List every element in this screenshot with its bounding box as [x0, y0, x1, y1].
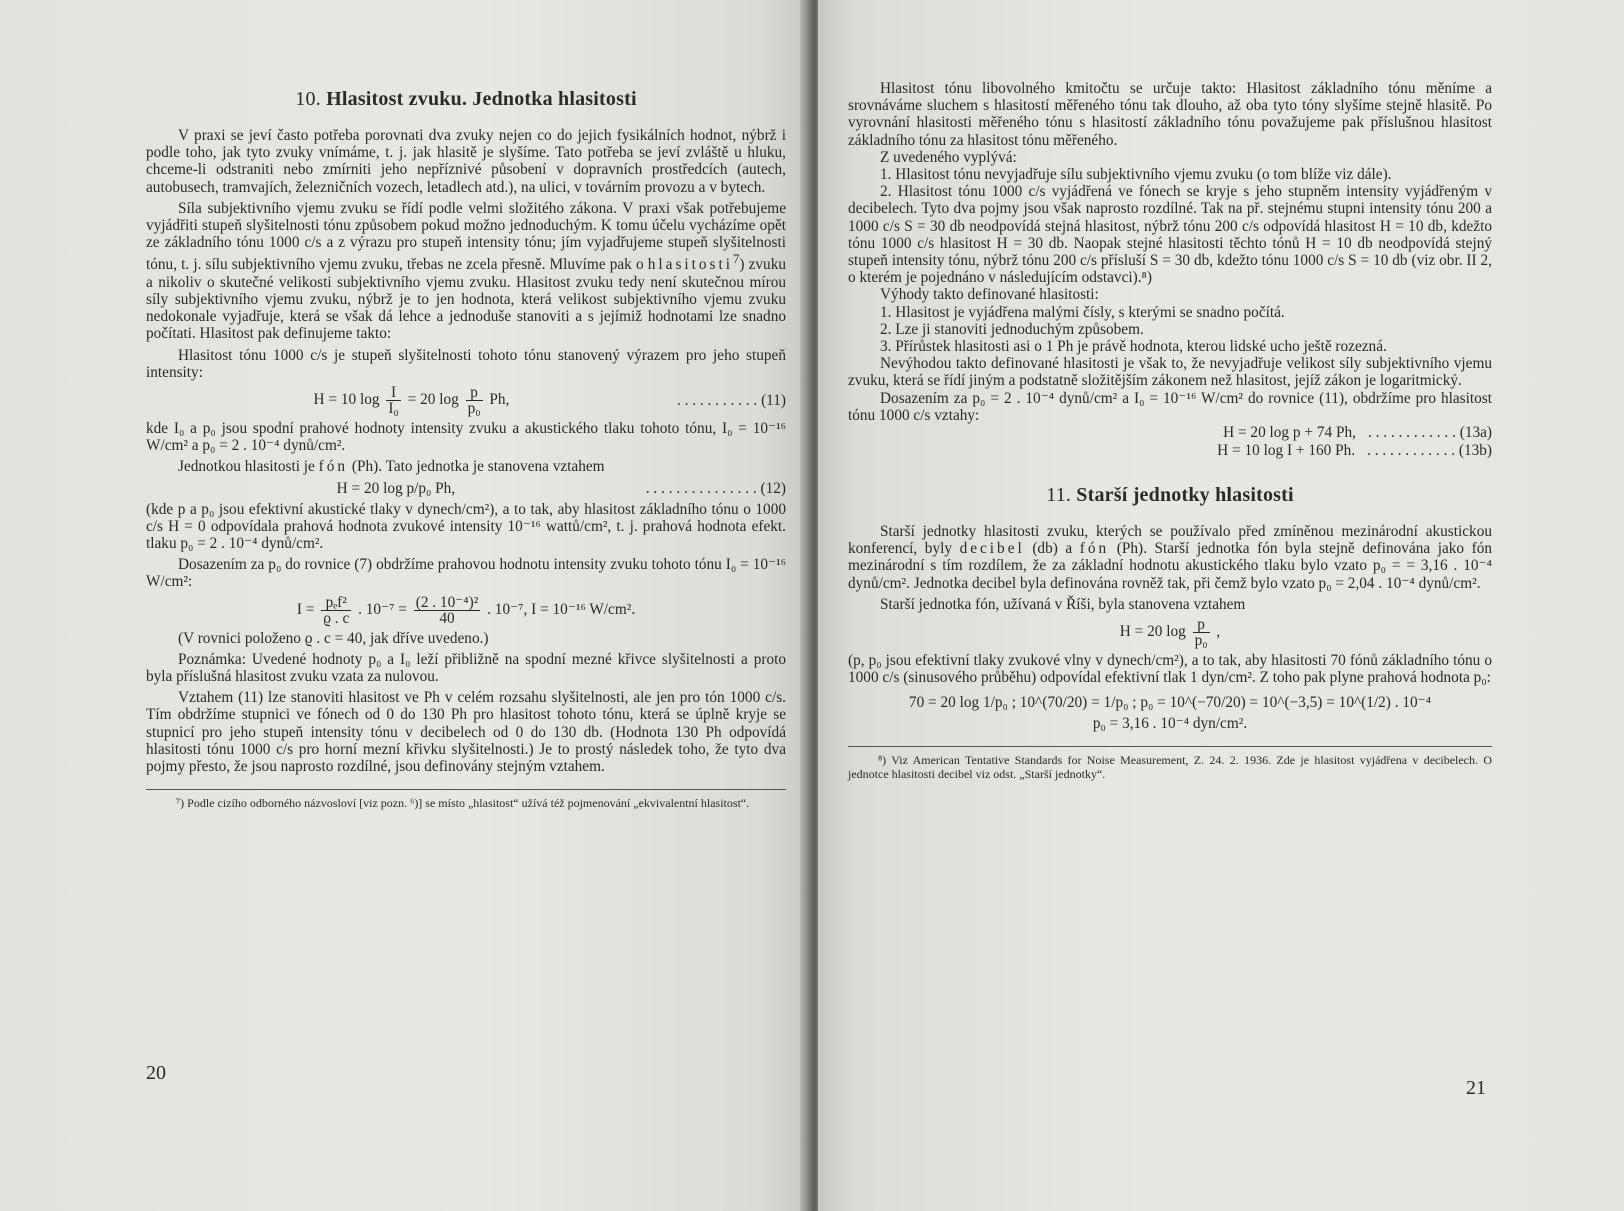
fraction: [466, 385, 483, 416]
frac-den: 40: [439, 609, 455, 627]
paragraph: Dosazením za p₀ do rovnice (7) obdržíme prahovou hodnotu intensity zvuku tohoto tónu I₀ = 10⁻¹⁶ W/cm²:: [146, 556, 786, 591]
paragraph: V praxi se jeví často potřeba porovnati dva zvuky nejen co do jejich fysikálních hodnot, nýbrž i podle toho, jak tyto zvuky vnímáme, t. j. jak hlasitě je slyšíme. Tato potřeba se jeví zvláště u hluku, chceme-li odstraniti nebo zmírniti jeho nepříznivé působení v dopravních prostředcích (autech, autobusech, tramvajích, železničních vozech, letadlech atd.), na ulici, v továrním provozu a v bytech.: [146, 127, 786, 196]
equation-13b: [848, 442, 1492, 460]
paragraph: Vztahem (11) lze stanoviti hlasitost ve Ph v celém rozsahu slyšitelnosti, ale jen pro tón 1000 c/s. Tím obdržíme stupnici ve fónech od 0 do 130 Ph pro hlasitost tohoto tónu, která se úplně kryje se stupnicí pro jeho stupeň intensity tónu v decibelech od 0 do 130 db. (Hodnota 130 Ph odpovídá hlasitosti tónu 1000 c/s pro horní mezní křivku slyšitelnosti.) Je to prostý následek toho, že tyto dva pojmy přesto, že jsou naprosto rozdílné, jsou definovány stejným vztahem.: [146, 689, 786, 775]
equation-body: H = 20 log p/p₀ Ph,: [336, 479, 456, 497]
list: [848, 304, 1492, 356]
paragraph: Z uvedeného vyplývá:: [880, 148, 1017, 166]
equation-number: . . . . . . . . . . . . (13b): [1367, 442, 1492, 460]
eq-text: = 20 log: [407, 390, 459, 408]
list-item: 2. Lze ji stanoviti jednoduchým způsobem.: [880, 320, 1144, 338]
list-item: 3. Přírůstek hlasitosti asi o 1 Ph je právě hodnota, kterou lidské ucho ještě rozezná.: [880, 338, 1387, 356]
equation-12: [146, 480, 786, 497]
frac-den: p₀: [1194, 632, 1208, 650]
eq-text: H = 20 log: [1119, 623, 1186, 641]
spaced-term: fón: [318, 458, 349, 476]
text: (Ph). Tato jednotka je stanovena vztahem: [351, 458, 605, 476]
spaced-term: hlasitosti: [647, 256, 734, 274]
heading-number: 11.: [1046, 484, 1072, 507]
equation-body: [146, 595, 786, 626]
left-column: [146, 88, 786, 810]
equations-13: [848, 424, 1492, 460]
eq-text: Ph,: [489, 390, 510, 408]
paragraph: Výhody takto definované hlasitosti:: [880, 286, 1099, 304]
equation-number: . . . . . . . . . . . . (13a): [1367, 424, 1492, 442]
right-column: [848, 80, 1492, 781]
paragraph: [848, 523, 1492, 592]
paragraph: (V rovnici položeno ϱ . c = 40, jak dříve uvedeno.): [178, 629, 489, 647]
paragraph: Hlasitost tónu libovolného kmitočtu se určuje takto: Hlasitost základního tónu měníme a srovnáváme sluchem s hlasitostí měřeného tónu tak dlouho, až oba tyto tóny slyšíme stejně hlasitě. Po vyrovnání hlasitosti měřeného tónu s hlasitostí základního tónu považujeme pak příslušnou hlasitost základního tónu za hlasitost tónu měřeného.: [848, 80, 1492, 149]
footnote-rule: [848, 746, 1492, 747]
fraction: [1193, 617, 1210, 648]
text: ) zvuku a nikoliv o skutečné velikosti subjektivního vjemu zvuku. Hlasitost zvuku tedy není skutečnou mírou síly subjektivního vjemu zvuku, nýbrž je to jen hodnota, která velikost subjektivního vjemu zvuku nedokonale vyjadřuje, která se však dá lehce a jednoduše stanoviti a s jejímiž hodnotami lze snadno počítati. Hlasitost pak definujeme takto:: [146, 256, 786, 343]
section-heading-11: [848, 484, 1492, 507]
page-number: 20: [146, 1062, 166, 1084]
eq-text: I =: [296, 600, 315, 618]
fraction: [386, 385, 400, 416]
footnote-rule: [146, 789, 786, 790]
equation-body: 70 = 20 log 1/p₀ ; 10^(70/20) = 1/p₀ ; p₀ = 10^(−70/20) = 10^(−3,5) = 10^(1/2) . 10⁻⁴: [908, 694, 1432, 712]
heading-title: Hlasitost zvuku. Jednotka hlasitosti: [326, 88, 637, 110]
fraction: [414, 595, 481, 626]
paragraph: [146, 458, 786, 475]
equation-number: . . . . . . . . . . . (11): [676, 391, 786, 409]
frac-num: p: [1193, 617, 1210, 633]
frac-den: I₀: [388, 399, 399, 417]
equation-body: H = 10 log I + 160 Ph.: [1217, 442, 1356, 460]
equation-threshold-result: [848, 715, 1492, 732]
footnote: ⁷) Podle cizího odborného názvosloví [viz pozn. ⁶)] se místo „hlasitost“ užívá též pojmenování „ekvivalentní hlasitost“.: [176, 796, 750, 811]
list-item: 1. Hlasitost tónu nevyjadřuje sílu subjektivního vjemu zvuku (o tom blíže viz dále).: [880, 166, 1392, 184]
section-heading-10: [146, 88, 786, 111]
text: (db) a: [1032, 540, 1073, 558]
equation-old-phon: [848, 617, 1492, 648]
eq-text: . 10⁻⁷, I = 10⁻¹⁶ W/cm².: [487, 600, 636, 618]
paragraph: (kde p a p₀ jsou efektivní akustické tlaky v dynech/cm²), a to tak, aby hlasitost základního tónu o 1000 c/s H = 0 odpovídala prahová hodnota zvukové intensity 10⁻¹⁶ wattů/cm², t. j. prahová hodnota efekt. tlaku p₀ = 2 . 10⁻⁴ dynů/cm².: [146, 500, 786, 552]
paragraph: Nevýhodou takto definované hlasitosti je však to, že nevyjadřuje velikost síly subjektivního vjemu zvuku, která se řídí jiným a podstatně složitějším zákonem než hlasitost, jejíž zákon je logaritmický.: [848, 355, 1492, 390]
text: Starší jednotky hlasitosti zvuku, kterých se používalo před zmíněnou mezinárodní akustickou konferencí, byly: [848, 523, 1492, 558]
equation-body: [146, 385, 677, 416]
page-number: 21: [1466, 1077, 1486, 1099]
frac-num: I: [386, 385, 400, 401]
footnote-ref: 7: [733, 252, 740, 267]
paragraph: [146, 200, 786, 343]
list-item: 2. Hlasitost tónu 1000 c/s vyjádřená ve fónech se kryje s jeho stupněm intensity vyjádřeným v decibelech. Tyto dva pojmy jsou však naprosto rozdílné. Tak na př. stejnému stupni intensity tónu 200 a 1000 c/s S = 30 db neodpovídá stejná hlasitost, nýbrž tónu 200 c/s odpovídá hlasitost H = 10 db, kdežto tónu 1000 c/s hlasitost H = 30 db. Naopak stejné hlasitosti těchto tónů H = 10 db neodpovídá stejný stupeň intensity tónu, nýbrž tónu 200 c/s přísluší S = 30 db, kdežto tónu 1000 c/s S = 10 db (viz obr. II 2, o kterém je pojednáno v následujícím odstavci).⁸): [848, 183, 1492, 287]
left-page: [0, 0, 808, 1211]
equation-13a: [848, 424, 1492, 442]
eq-text: H = 10 log: [313, 390, 380, 408]
spaced-term: fón: [1079, 540, 1110, 558]
fraction: [321, 595, 351, 626]
paragraph: (p, p₀ jsou efektivní tlaky zvukové vlny v dynech/cm²), a to tak, aby hlasitosti 70 fónů základního tónu o 1000 c/s (sinusového průběhu) odpovídal efektivní tlak 1 dyn/cm². Z toho pak plyne prahová hodnota p₀:: [848, 652, 1492, 687]
equation-body: [848, 617, 1492, 648]
equation-threshold: [848, 694, 1492, 711]
list: [848, 166, 1492, 286]
paragraph: Poznámka: Uvedené hodnoty p₀ a I₀ leží přibližně na spodní mezné křivce slyšitelnosti a proto byla příslušná hlasitost zvuku vzata za nulovou.: [146, 650, 786, 685]
frac-num: p: [466, 385, 483, 401]
text: Jednotkou hlasitosti je: [178, 458, 315, 476]
equation-intensity: [146, 595, 786, 626]
equation-11: [146, 385, 786, 416]
eq-text: ,: [1216, 623, 1221, 641]
frac-num: (2 . 10⁻⁴)²: [415, 593, 479, 611]
paragraph: Starší jednotka fón, užívaná v Říši, byla stanovena vztahem: [880, 595, 1246, 613]
footnote: ⁸) Viz American Tentative Standards for Noise Measurement, Z. 24. 2. 1936. Zde je hlasitost vyjádřena v decibelech. O jednotce hlasitosti decibel viz odst. „Starší jednotky“.: [848, 753, 1492, 782]
paragraph: kde I₀ a p₀ jsou spodní prahové hodnoty intensity zvuku a akustického tlaku tohoto tónu, I₀ = 10⁻¹⁶ W/cm² a p₀ = 2 . 10⁻⁴ dynů/cm².: [146, 419, 786, 455]
text: (Ph). Starší jednotka fón byla stejně definována jako fón mezinárodní s tím rozdílem, že za základní hodnotu akustického tlaku bylo vzato p₀ = = 3,16 . 10⁻⁴ dynů/cm². Jednotka decibel byla definována rovněž tak, při čemž bylo vzato p₀ = 2,04 . 10⁻⁴ dynů/cm².: [848, 540, 1493, 592]
list-item: 1. Hlasitost je vyjádřena malými čísly, s kterými se snadno počítá.: [880, 303, 1285, 321]
frac-den: ϱ . c: [323, 609, 350, 627]
equation-number: . . . . . . . . . . . . . . . (12): [645, 479, 786, 497]
eq-text: . 10⁻⁷ =: [358, 600, 407, 618]
text: Síla subjektivního vjemu zvuku se řídí podle velmi složitého zákona. V praxi však potřebujeme vyjádřiti stupeň slyšitelnosti tónu způsobem pokud možno jednoduchým. K tomu účelu vycházíme opět ze základního tónu 1000 c/s a z výrazu pro stupeň intensity tónu; jím vyjadřujeme stupeň slyšitelnosti tónu, t. j. sílu subjektivního vjemu zvuku, třebas ne zcela přesně. Mluvíme pak o: [146, 199, 786, 274]
paragraph: Hlasitost tónu 1000 c/s je stupeň slyšitelnosti tohoto tónu stanovený výrazem pro jeho stupeň intensity:: [146, 346, 786, 381]
equation-body: p₀ = 3,16 . 10⁻⁴ dyn/cm².: [1092, 715, 1248, 733]
right-page: [818, 0, 1624, 1211]
heading-number: 10.: [295, 88, 321, 110]
equation-body: H = 20 log p + 74 Ph,: [1223, 424, 1356, 442]
paragraph: Dosazením za p₀ = 2 . 10⁻⁴ dynů/cm² a I₀ = 10⁻¹⁶ W/cm² do rovnice (11), obdržíme pro hlasitost tónu 1000 c/s vztahy:: [848, 389, 1492, 424]
spaced-term: decibel: [959, 540, 1025, 558]
heading-title: Starší jednotky hlasitosti: [1076, 484, 1294, 507]
frac-den: p₀: [467, 399, 481, 417]
frac-num: pₑf²: [321, 595, 351, 611]
